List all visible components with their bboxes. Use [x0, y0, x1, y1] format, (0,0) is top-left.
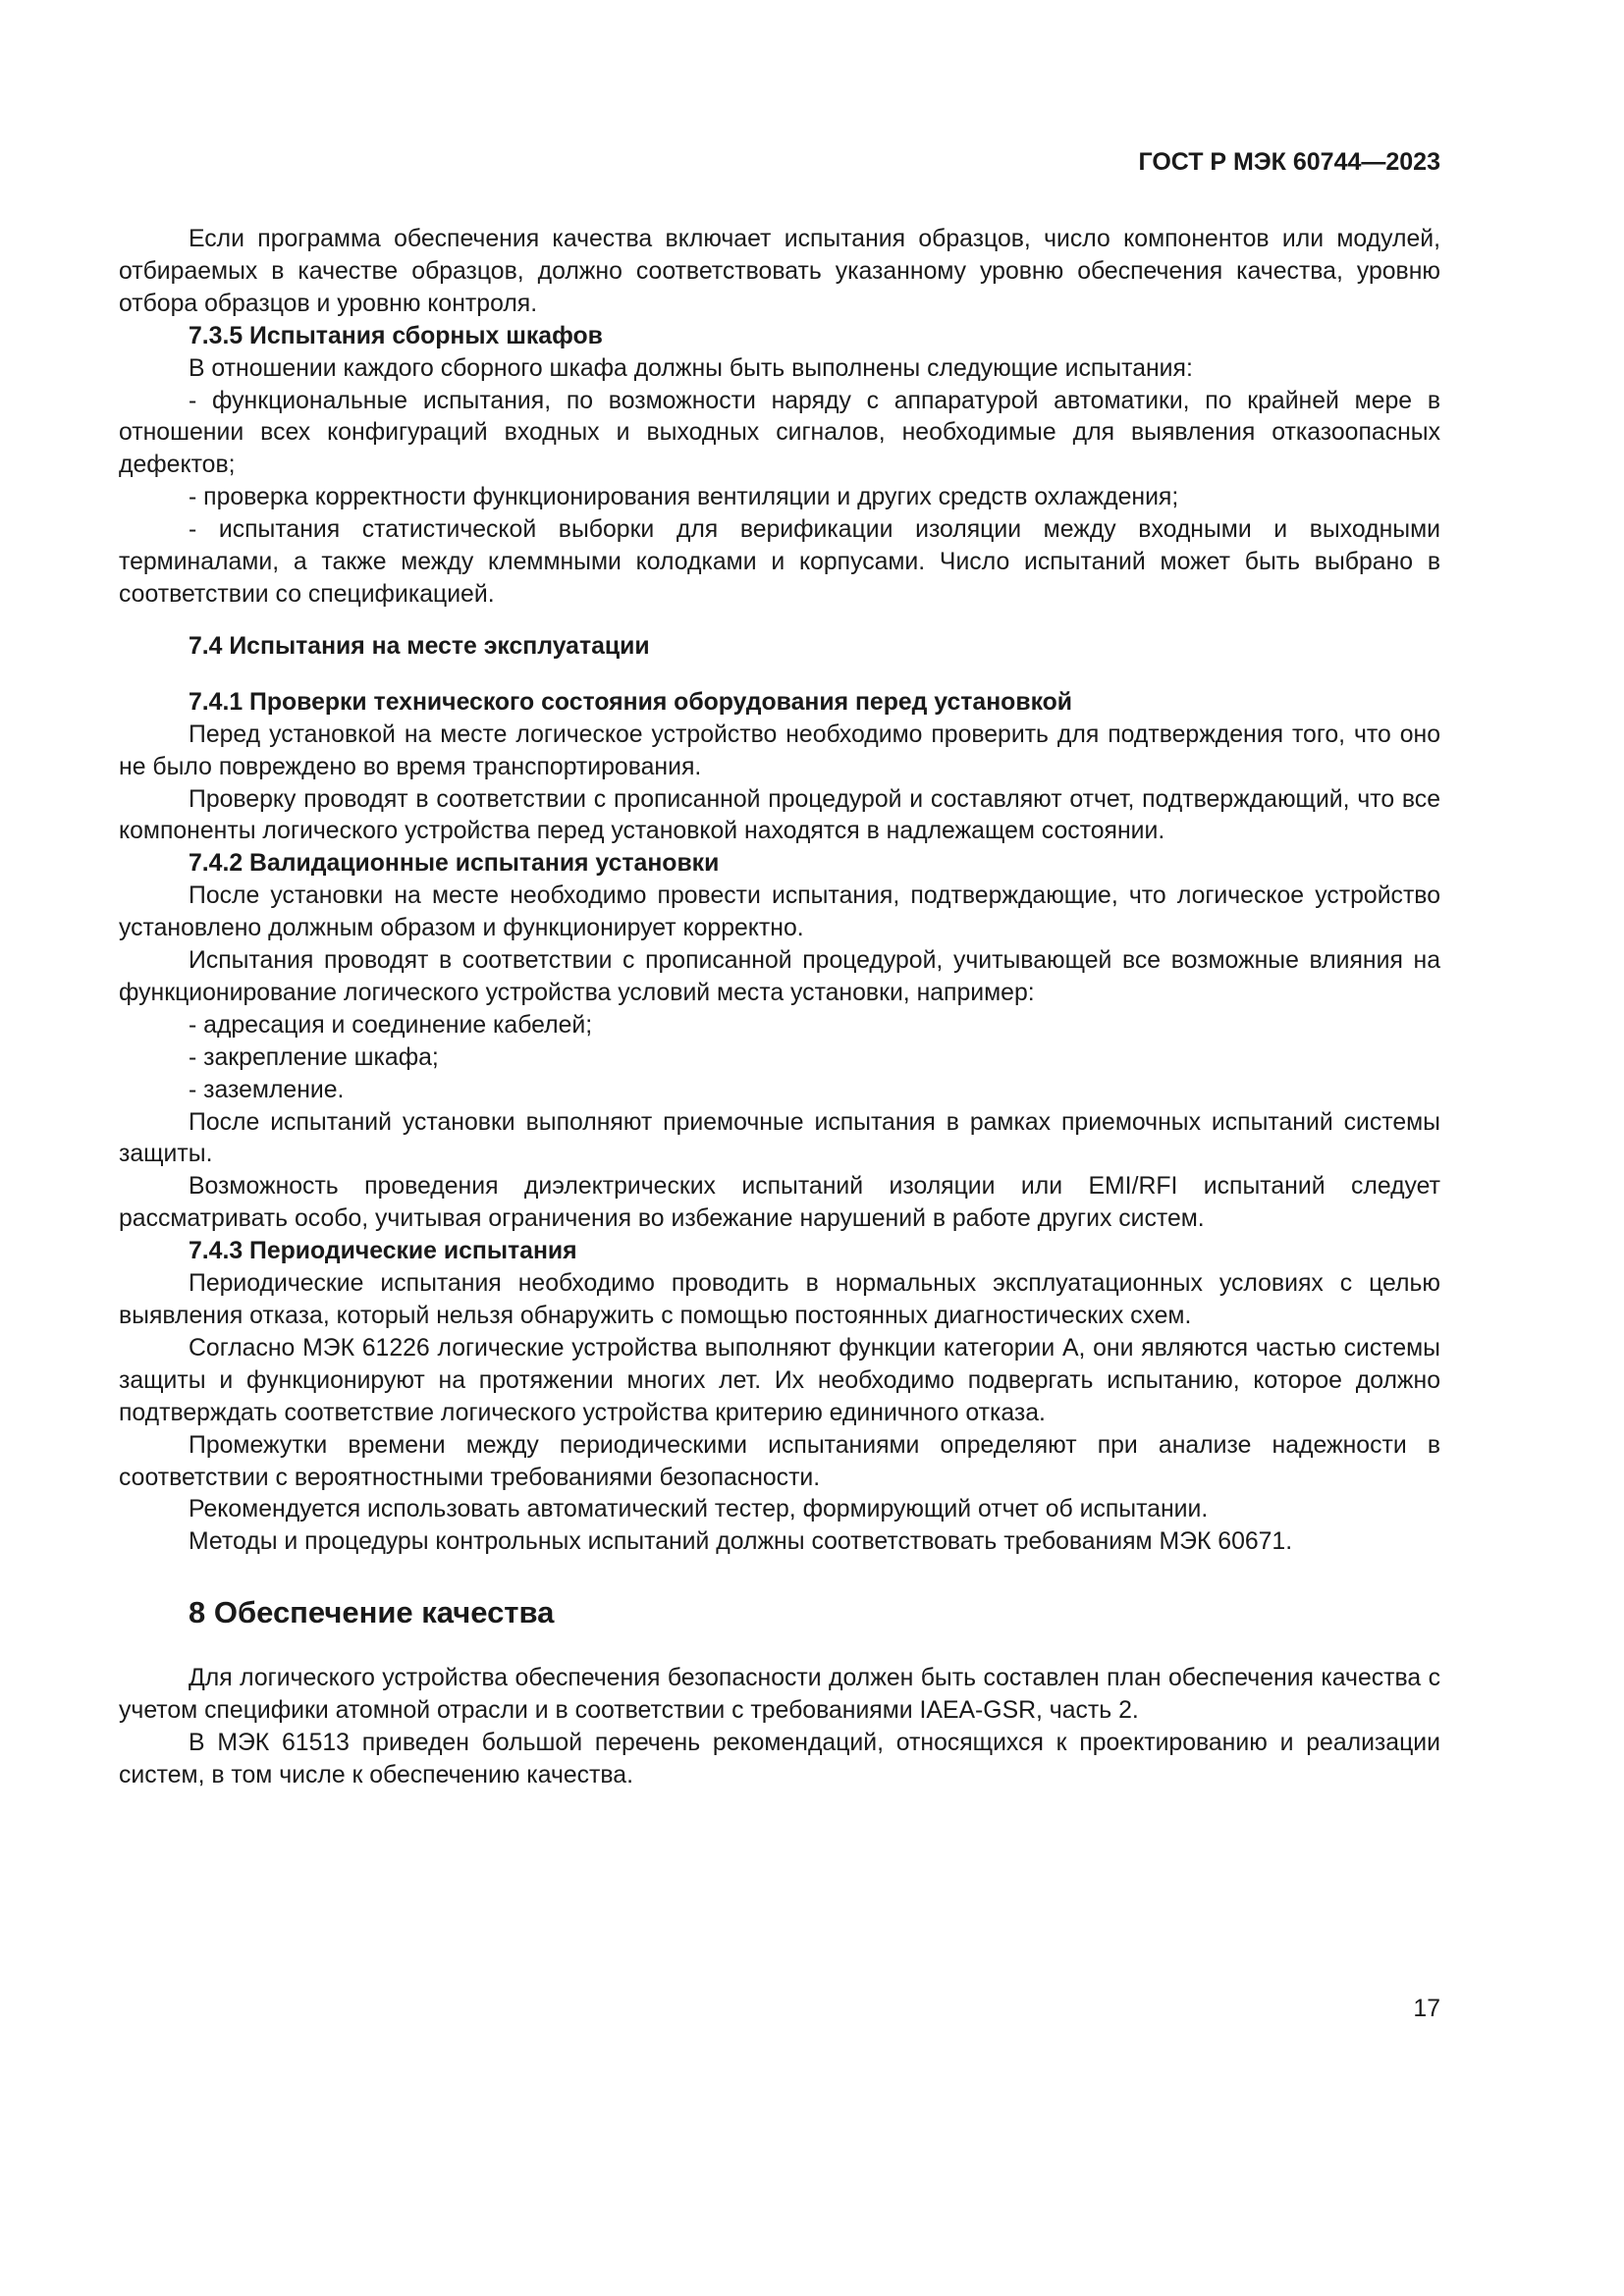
paragraph: Методы и процедуры контрольных испытаний должны соответствовать требованиям МЭК 60671. — [189, 1528, 1293, 1556]
section-heading-8: 8 Обеспечение качества — [189, 1595, 555, 1630]
list-item: - испытания статистической выборки для верификации изоляции между входными и выходными терминалами, а также между клеммными колодками и корпусами. Число испытаний может быть выбрано в соответствии со спецификацией. — [119, 516, 1440, 608]
list-item: - закрепление шкафа; — [189, 1043, 439, 1071]
document-body — [119, 224, 1440, 1792]
list-item: - функциональные испытания, по возможности наряду с аппаратурой автоматики, по крайней мере в отношении всех конфигураций входных и выходных сигналов, необходимые для выявления отказоопасных дефектов; — [119, 387, 1440, 479]
paragraph: В отношении каждого сборного шкафа должны быть выполнены следующие испытания: — [189, 354, 1193, 382]
page-number: 17 — [1413, 1996, 1440, 2022]
paragraph: Если программа обеспечения качества включает испытания образцов, число компонентов или модулей, отбираемых в качестве образцов, должно соответствовать указанному уровню обеспечения качества, уровню отбора образцов и уровню контроля. — [119, 226, 1440, 317]
paragraph: Согласно МЭК 61226 логические устройства выполняют функции категории А, они являются частью системы защиты и функционируют на протяжении многих лет. Их необходимо подвергать испытанию, которое должно подтверждать соответствие логического устройства критерию единичного отказа. — [119, 1334, 1440, 1426]
list-item: - адресация и соединение кабелей; — [189, 1011, 593, 1039]
paragraph: Перед установкой на месте логическое устройство необходимо проверить для подтверждения того, что оно не было повреждено во время транспортирования. — [119, 721, 1440, 780]
paragraph: Возможность проведения диэлектрических испытаний изоляции или EMI/RFI испытаний следует рассматривать особо, учитывая ограничения во избежание нарушений в работе других систем. — [119, 1173, 1440, 1233]
paragraph: Периодические испытания необходимо проводить в нормальных эксплуатационных условиях с целью выявления отказа, который нельзя обнаружить с помощью постоянных диагностических схем. — [119, 1270, 1440, 1329]
section-heading-7-4: 7.4 Испытания на месте эксплуатации — [189, 632, 650, 660]
document-header: ГОСТ Р МЭК 60744—2023 — [1138, 148, 1440, 176]
paragraph: Проверку проводят в соответствии с прописанной процедурой и составляют отчет, подтверждающий, что все компоненты логического устройства перед установкой находятся в надлежащем состоянии. — [119, 785, 1440, 845]
section-heading-7-4-2: 7.4.2 Валидационные испытания установки — [189, 850, 720, 878]
paragraph: После установки на месте необходимо провести испытания, подтверждающие, что логическое устройство установлено должным образом и функционирует корректно. — [119, 882, 1440, 942]
section-heading-7-4-1: 7.4.1 Проверки технического состояния оборудования перед установкой — [189, 688, 1073, 716]
paragraph: Рекомендуется использовать автоматический тестер, формирующий отчет об испытании. — [189, 1496, 1209, 1523]
section-heading-7-4-3: 7.4.3 Периодические испытания — [189, 1238, 577, 1265]
paragraph: В МЭК 61513 приведен большой перечень рекомендаций, относящихся к проектированию и реализации систем, в том числе к обеспечению качества. — [119, 1730, 1440, 1789]
paragraph: Для логического устройства обеспечения безопасности должен быть составлен план обеспечения качества с учетом специфики атомной отрасли и в соответствии с требованиями IAEA-GSR, часть 2. — [119, 1665, 1440, 1725]
paragraph: После испытаний установки выполняют приемочные испытания в рамках приемочных испытаний системы защиты. — [119, 1108, 1440, 1168]
list-item: - проверка корректности функционирования вентиляции и других средств охлаждения; — [189, 484, 1179, 511]
paragraph: Промежутки времени между периодическими испытаниями определяют при анализе надежности в соответствии с вероятностными требованиями безопасности. — [119, 1431, 1440, 1491]
section-heading-7-3-5: 7.3.5 Испытания сборных шкафов — [189, 322, 603, 349]
list-item: - заземление. — [189, 1076, 345, 1103]
paragraph: Испытания проводят в соответствии с прописанной процедурой, учитывающей все возможные влияния на функционирование логического устройства условий места установки, например: — [119, 947, 1440, 1006]
